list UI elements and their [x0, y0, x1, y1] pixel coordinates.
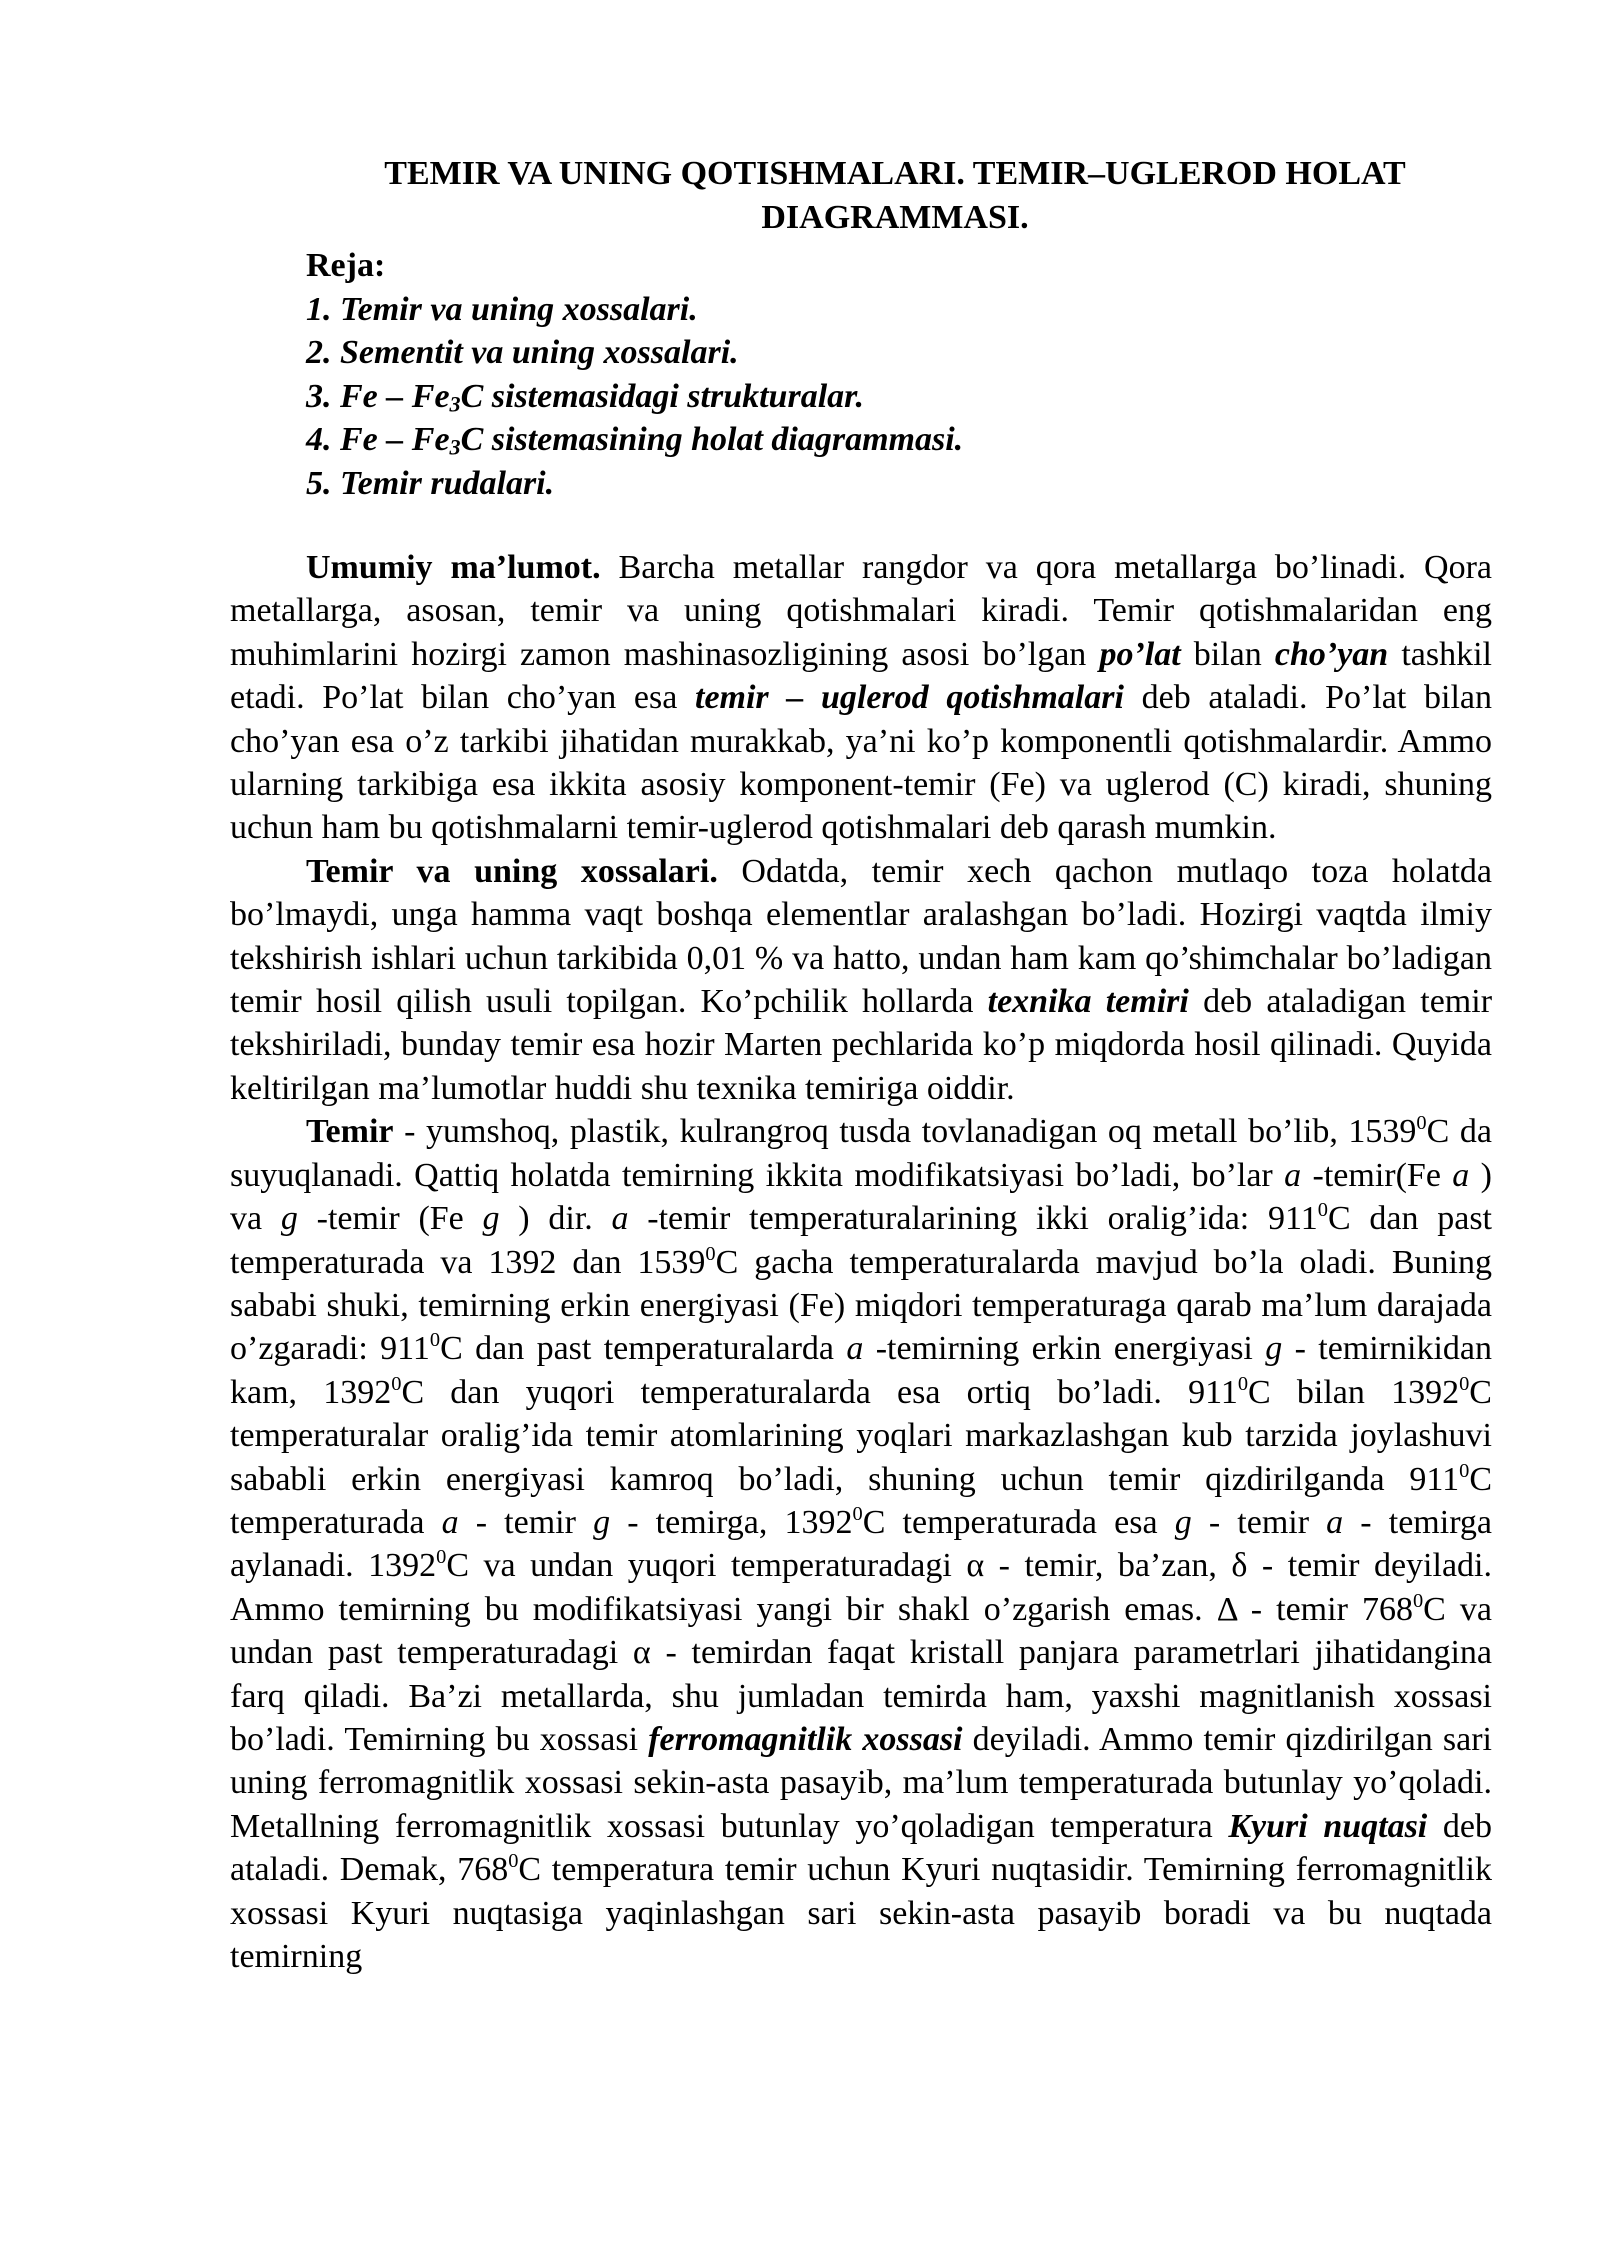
superscript: 0 — [1237, 1372, 1249, 1395]
text-run: ) dir. — [499, 1200, 612, 1238]
text-run: deb ataladigan temir tekshiriladi, bunday temir esa hozir Marten pechlarida ko’p miqdorda hosil qilinadi. Quyida keltirilgan ma’lumotlar huddi shu texnika temiriga oiddir. — [230, 983, 1493, 1107]
text-run: g — [1265, 1330, 1283, 1368]
text-run: C va undan past temperaturadagi α - temirdan faqat kristall panjara parametrlari jihatidangina farq qiladi. Ba’zi metallarda, shu jumladan temirda ham, yaxshi magnitlanish xossasi bo’ladi. Temirning bu xossasi — [230, 1590, 1492, 1758]
text-run: g — [280, 1200, 298, 1238]
plan-heading: Reja: — [306, 247, 386, 284]
text-run: deb ataladi. Po’lat bilan cho’yan esa o’z tarkibi jihatidan murakkab, ya’ni ko’p komponentli qotishmalardir. Ammo ularning tarkibiga esa ikkita asosiy komponent-temir (Fe) va uglerod (C) kiradi, shuning uchun ham bu qotishmalarni temir-uglerod qotishmalari deb qarash mumkin. — [230, 679, 1492, 847]
text-run: - temirga aylanadi. 1392 — [230, 1503, 1492, 1585]
superscript: 0 — [391, 1372, 402, 1395]
text-run: a — [441, 1503, 459, 1541]
superscript: 0 — [852, 1502, 863, 1525]
text-run: - temirnikidan kam, 1392 — [230, 1330, 1492, 1411]
document-title: TEMIR VA UNING QOTISHMALARI. TEMIR–UGLEROD HOLAT DIAGRAMMASI. — [384, 155, 1406, 236]
text-run: C va undan yuqori temperaturadagi α - temir, ba’zan, δ - temir deyiladi. Ammo temirning bu modifikatsiyasi yangi bir shakl o’zgarish emas. Δ - temir 768 — [230, 1547, 1492, 1628]
text-run: deb ataladi. Demak, 768 — [230, 1807, 1492, 1889]
text-run: g — [593, 1503, 611, 1541]
document-body — [230, 546, 1492, 1978]
text-run: C temperaturada — [230, 1460, 1492, 1541]
text-run: C bilan 1392 — [1248, 1373, 1460, 1411]
text-run: po’lat — [1099, 635, 1181, 673]
text-run: deyiladi. Ammo temir qizdirilgan sari uning ferromagnitlik xossasi sekin-asta pasayib, ma’lum temperaturada butunlay yo’qoladi. Metallning ferromagnitlik xossasi butunlay yo’qoladigan temperatura — [230, 1720, 1492, 1845]
paragraph-iron-description — [230, 1110, 1492, 1978]
text-run: temir – uglerod qotishmalari — [695, 679, 1124, 717]
text-run: C temperatura temir uchun Kyuri nuqtasidir. Temirning ferromagnitlik xossasi Kyuri nuqtasiga yaqinlashgan sari sekin-asta pasayib boradi va bu nuqtada temirning — [230, 1851, 1493, 1975]
text-run: C temperaturalar oralig’ida temir atomlarining yoqlari markazlashgan kub tarzida joylashuvi sababli erkin energiyasi kamroq bo’ladi, shuning uchun temir qizdirilganda 911 — [230, 1373, 1492, 1498]
text-run: C temperaturada esa — [862, 1503, 1175, 1541]
text-run: C dan past temperaturalarda — [440, 1330, 847, 1368]
text-run: a — [846, 1330, 864, 1368]
text-run: a — [1326, 1503, 1344, 1541]
plan-item: 4. Fe – Fe3C sistemasining holat diagrammasi. — [306, 421, 964, 460]
plan-list — [306, 288, 1406, 506]
superscript: 0 — [705, 1242, 716, 1265]
text-run: g — [482, 1200, 500, 1238]
plan-item: 5. Temir rudalari. — [306, 464, 555, 502]
text-run: Temir va uning xossalari. — [306, 852, 718, 890]
text-run: -temir(Fe — [1301, 1156, 1453, 1194]
superscript: 0 — [508, 1849, 519, 1872]
text-run: -temir temperaturalarining ikki oralig’ida: 911 — [628, 1200, 1318, 1238]
text-run: - temir — [1191, 1503, 1327, 1541]
superscript: 0 — [1416, 1112, 1427, 1135]
text-run: Umumiy ma’lumot. — [306, 549, 601, 586]
text-run: g — [1174, 1503, 1192, 1541]
text-run: C da suyuqlanadi. Qattiq holatda temirning ikkita modifikatsiyasi bo’ladi, bo’lar — [230, 1113, 1492, 1194]
text-run: bilan — [1180, 635, 1275, 673]
paragraph-iron-properties — [230, 850, 1492, 1110]
text-run: a — [1284, 1156, 1302, 1194]
superscript: 0 — [1459, 1459, 1470, 1482]
text-run: - temirga, 1392 — [610, 1503, 853, 1541]
text-run: - yumshoq, plastik, kulrangroq tusda tovlanadigan oq metall bo’lib, 1539 — [393, 1113, 1417, 1151]
text-run: tashkil etadi. Po’lat bilan cho’yan esa — [230, 635, 1493, 717]
text-run: Odatda, temir xech qachon mutlaqo toza holatda bo’lmaydi, unga hamma vaqt boshqa elementlar aralashgan bo’ladi. Hozirgi vaqtda ilmiy tekshirish ishlari uchun tarkibida 0,01 % va hatto, undan ham kam qo’shimchalar bo’ladigan temir hosil qilish usuli topilgan. Ko’pchilik hollarda — [230, 852, 1492, 1021]
superscript: 0 — [436, 1546, 447, 1569]
text-run: a — [1452, 1156, 1470, 1194]
text-run: ferromagnitlik xossasi — [648, 1720, 963, 1758]
plan-item: 1. Temir va uning xossalari. — [306, 290, 698, 328]
plan-item: 2. Sementit va uning xossalari. — [306, 334, 739, 371]
text-run: ) va — [230, 1156, 1492, 1238]
superscript: 0 — [1459, 1372, 1470, 1395]
text-run: C gacha temperaturalarda mavjud bo’la oladi. Buning sababi shuki, temirning erkin energiyasi (Fe) miqdori temperaturaga qarab ma’lum darajada o’zgaradi: 911 — [230, 1243, 1493, 1368]
plan-section — [306, 244, 1406, 505]
text-run: Barcha metallar rangdor va qora metallarga bo’linadi. Qora metallarga, asosan, temir va uning qotishmalari kiradi. Temir qotishmalaridan eng muhimlarini hozirgi zamon mashinasozligining asosi bo’lgan — [230, 549, 1492, 673]
text-run: C dan yuqori temperaturalarda esa ortiq bo’ladi. 911 — [401, 1373, 1238, 1411]
text-run: texnika temiri — [987, 983, 1189, 1021]
paragraph-overview — [230, 546, 1492, 850]
superscript: 0 — [1317, 1198, 1328, 1221]
text-run: a — [611, 1200, 629, 1238]
text-run: -temir (Fe — [297, 1200, 483, 1238]
text-run: cho’yan — [1274, 635, 1389, 673]
text-run: -temirning erkin energiyasi — [863, 1330, 1266, 1368]
plan-item: 3. Fe – Fe3C sistemasidagi strukturalar. — [306, 377, 864, 416]
text-run: Kyuri nuqtasi — [1228, 1807, 1428, 1845]
superscript: 0 — [1412, 1589, 1424, 1612]
text-run: C dan past temperaturada va 1392 dan 1539 — [230, 1200, 1493, 1281]
text-run: Temir — [306, 1113, 394, 1151]
superscript: 0 — [429, 1329, 441, 1352]
text-run: - temir — [458, 1503, 594, 1541]
